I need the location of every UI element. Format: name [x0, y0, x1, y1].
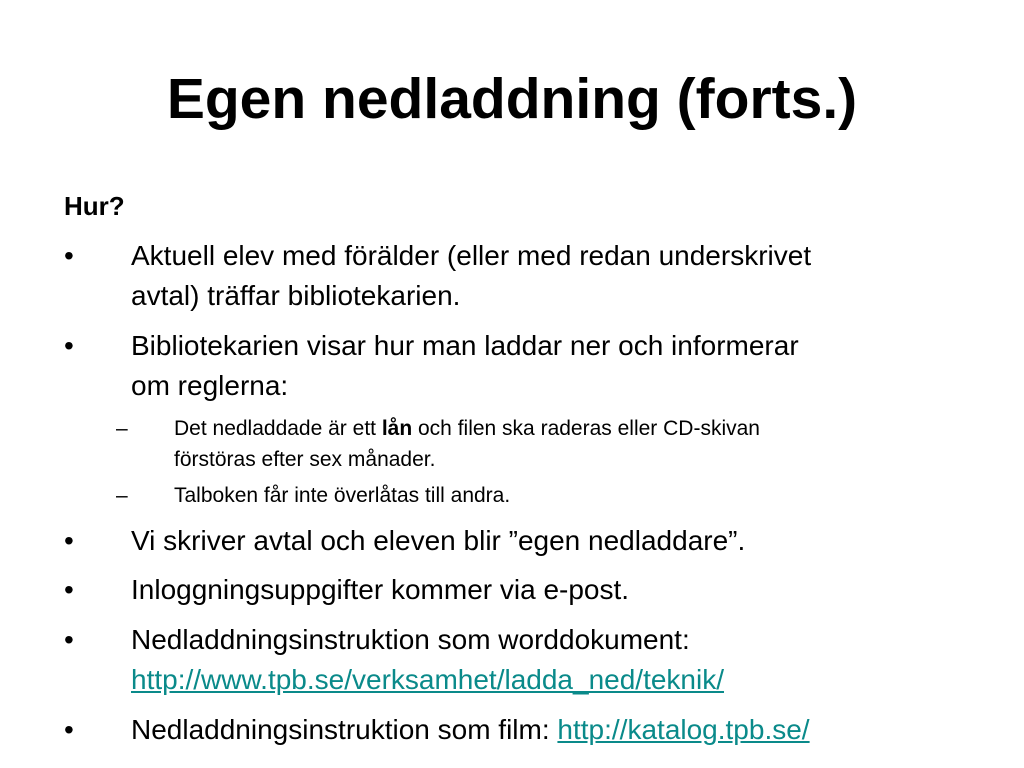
list-item-text [131, 710, 971, 750]
sub-list-item-text [174, 413, 934, 475]
list-item-line: Aktuell elev med förälder (eller med redan underskrivet [131, 240, 812, 271]
dash-icon: – [116, 484, 128, 507]
sub-list-item-line [174, 413, 934, 444]
list-item-text: Inloggningsuppgifter kommer via e-post. [131, 574, 630, 605]
bullet-icon: • [64, 525, 74, 556]
list-item-line: avtal) träffar bibliotekarien. [131, 280, 461, 311]
list-item-text: Vi skriver avtal och eleven blir ”egen nedladdare”. [131, 525, 746, 556]
list-item-text [131, 620, 971, 700]
list-item-line: Bibliotekarien visar hur man laddar ner och informerar [131, 330, 799, 361]
sub-text-post: och filen ska raderas eller CD-skivan [412, 417, 760, 440]
bullet-icon: • [64, 574, 74, 605]
katalog-link[interactable]: http://katalog.tpb.se/ [557, 714, 810, 745]
bullet-icon: • [64, 714, 74, 745]
sub-text-bold: lån [381, 417, 413, 440]
list-item-line: Nedladdningsinstruktion som film: [131, 714, 558, 745]
bullet-icon: • [64, 624, 74, 655]
list-item-line: Nedladdningsinstruktion som worddokument: [131, 624, 690, 655]
list-item-line: om reglerna: [131, 370, 289, 401]
list-item-line [131, 660, 971, 700]
sub-list-item-line: förstöras efter sex månader. [174, 448, 436, 471]
list-item-text [131, 236, 971, 316]
teknik-link[interactable]: http://www.tpb.se/verksamhet/ladda_ned/teknik/ [131, 664, 724, 695]
bullet-icon: • [64, 330, 74, 361]
sub-text-pre: Det nedladdade är ett [174, 417, 382, 440]
sub-list-item-text: Talboken får inte överlåtas till andra. [174, 484, 511, 507]
bullet-icon: • [64, 240, 74, 271]
section-heading: Hur? [64, 191, 125, 221]
list-item-text [131, 326, 971, 406]
dash-icon: – [116, 417, 128, 440]
slide-title: Egen nedladdning (forts.) [166, 67, 858, 131]
